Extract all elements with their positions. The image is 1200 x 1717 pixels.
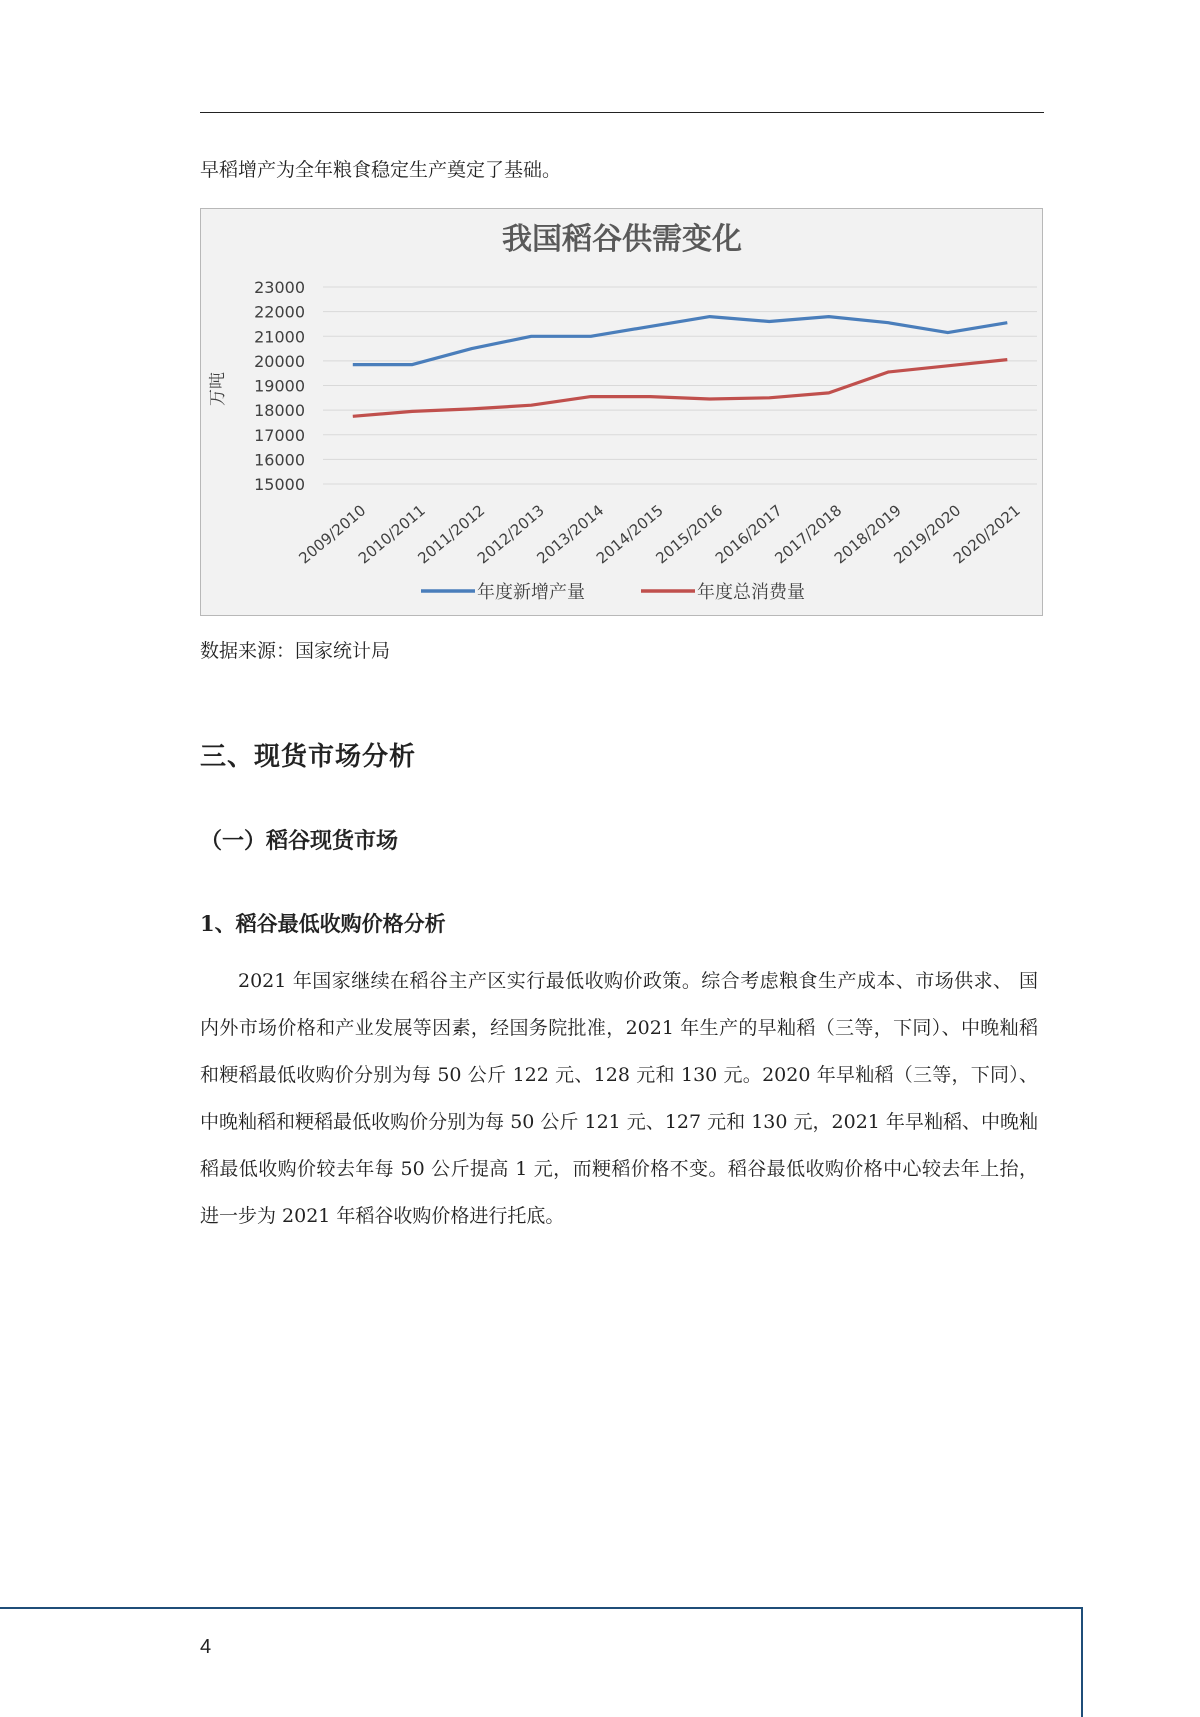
grid-lines <box>323 287 1037 484</box>
x-tick-label: 2016/2017 <box>712 501 786 567</box>
y-tick-label: 15000 <box>254 475 305 494</box>
legend-label: 年度总消费量 <box>697 581 805 603</box>
x-tick-label: 2018/2019 <box>831 501 905 567</box>
y-axis-label: 万吨 <box>208 372 228 406</box>
series-line-0 <box>353 317 1008 365</box>
x-axis-ticks <box>295 501 1023 567</box>
x-tick-label: 2017/2018 <box>771 501 845 567</box>
chart-title: 我国稻谷供需变化 <box>502 222 742 257</box>
section-heading: 三、现货市场分析 <box>200 736 416 773</box>
intro-text: 早稻增产为全年粮食稳定生产奠定了基础。 <box>200 155 561 185</box>
footer-frame <box>0 1607 1083 1717</box>
x-tick-label: 2011/2012 <box>414 501 488 567</box>
data-source-note: 数据来源：国家统计局 <box>200 636 390 663</box>
series-lines <box>353 316 1008 416</box>
x-tick-label: 2015/2016 <box>652 501 726 567</box>
paragraph-text: 2021 年国家继续在稻谷主产区实行最低收购价政策。综合考虑粮食生产成本、市场供求、 国内外市场价格和产业发展等因素，经国务院批准，2021 年生产的早籼稻（三等，下同）、中晚籼稻和粳稻最低收购价分别为每 50 公斤 122 元、128 元和 130 元。2020 年早籼稻（三等，下同）、中晚籼稻和粳稻最低收购价分别为每 50 公斤 121 元、127 元和 130 元，2021 年早籼稻、中晚籼稻最低收购价较去年每 50 公斤提高 1 元，而粳稻价格不变。稻谷最低收购价格中心较去年上抬，进一步为 2021 年稻谷收购价格进行托底。 <box>200 958 1038 1240</box>
y-tick-label: 22000 <box>254 303 305 322</box>
subsection-heading: （一）稻谷现货市场 <box>200 824 398 855</box>
chart-canvas <box>201 209 1044 617</box>
item-heading: 1、稻谷最低收购价格分析 <box>200 908 446 938</box>
y-tick-label: 16000 <box>254 450 305 469</box>
x-tick-label: 2009/2010 <box>295 501 369 567</box>
x-tick-label: 2012/2013 <box>474 501 548 567</box>
x-tick-label: 2013/2014 <box>533 501 607 567</box>
y-tick-label: 19000 <box>254 377 305 396</box>
header-rule <box>200 112 1044 113</box>
y-axis-ticks <box>254 278 305 494</box>
body-paragraph <box>200 958 1038 1240</box>
y-tick-label: 17000 <box>254 426 305 445</box>
legend-label: 年度新增产量 <box>477 581 585 603</box>
y-tick-label: 18000 <box>254 401 305 420</box>
y-tick-label: 23000 <box>254 278 305 297</box>
x-tick-label: 2014/2015 <box>593 501 667 567</box>
series-line-1 <box>353 360 1008 417</box>
page-number: 4 <box>200 1636 211 1659</box>
x-tick-label: 2010/2011 <box>355 501 429 567</box>
supply-demand-chart <box>200 208 1043 616</box>
y-tick-label: 21000 <box>254 327 305 346</box>
x-tick-label: 2020/2021 <box>950 501 1024 567</box>
x-tick-label: 2019/2020 <box>890 501 964 567</box>
legend <box>421 581 805 603</box>
y-tick-label: 20000 <box>254 352 305 371</box>
